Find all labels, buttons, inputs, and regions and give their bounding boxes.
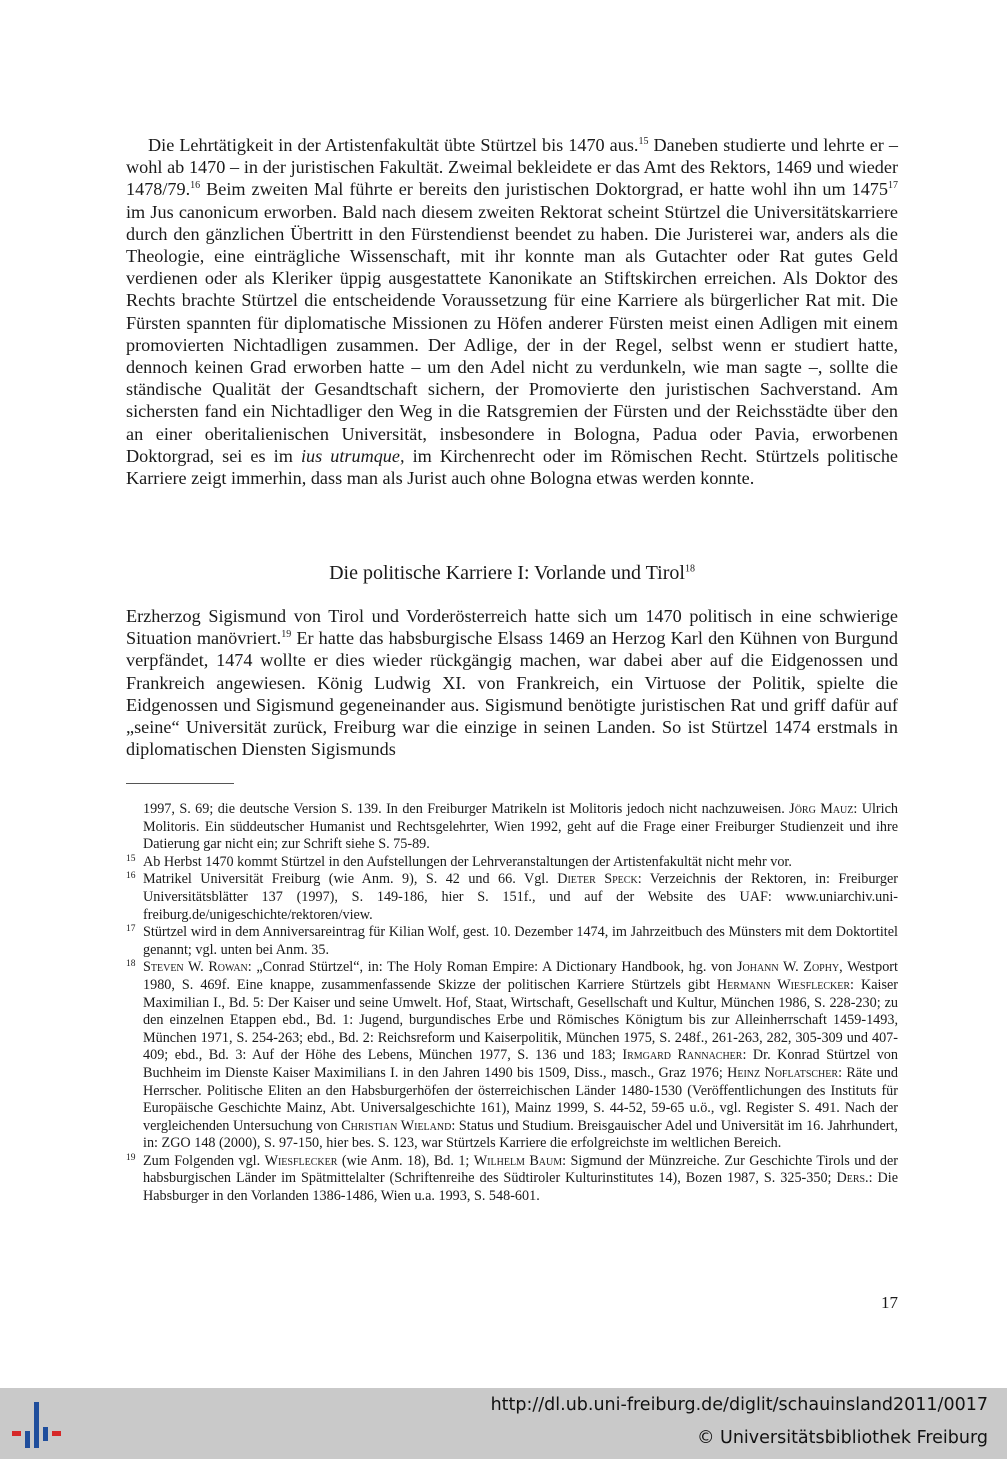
body-paragraph-2 <box>126 605 898 760</box>
italic-term: ius utrumque, <box>300 445 405 466</box>
footnote-text: (wie Anm. 18), Bd. 1; <box>337 1152 474 1169</box>
footnote-number: 15 <box>126 853 136 864</box>
section-heading-text: Die politische Karriere I: Vorlande und Tirol <box>329 562 685 584</box>
paragraph-text: Die Lehrtätigkeit in der Artistenfakultät übte Stürtzel bis 1470 aus. <box>148 135 639 155</box>
footnote-number: 19 <box>126 1152 136 1163</box>
footnote-ref-15[interactable]: 15 <box>638 135 649 147</box>
author-name: Johann W. Zophy <box>736 959 840 976</box>
footnote-15 <box>126 854 898 872</box>
author-name: Wiesflecker <box>264 1152 338 1169</box>
paragraph-text: im Jus canonicum erworben. Bald nach diesem zweiten Rektorat scheint Stürtzel die Universitätskarriere durch den gänzlichen Übertritt in den Fürstendienst beendet zu haben. Die Juristerei war, anders als die Theologie, eine einträgliche Wissenschaft, mit ihr konnte man als Gutachter oder Rat gutes Geld verdienen oder als Kleriker üppig ausgestattete Kanonikate an Stiftskirchen erreichen. Als Doktor des Rechts brachte Stürtzel die entscheidende Voraussetzung für eine Karriere als bürgerlicher Rat mit. Die Fürsten spannten für diplomatische Missionen zu Höfen anderer Fürsten meist einen Adligen mit einem promovierten Nichtadligen zusammen. Der Adlige, der in der Regel, selbst wenn er studiert hatte, dennoch keinen Grad erworben hatte – um den Adel nicht zu verdunkeln, wie man sagte –, sollte die ständische Qualität der Gesandtschaft sichern, der Promovierte den juristischen Sachverstand. Am sichersten fand ein Nichtadliger den Weg in die Ratsgremien der Fürsten und der Reichsstädte über den an einer oberitalienischen Universität, insbesondere in Bologna, Padua oder Pavia, erworbenen Doktorgrad, sei es im <box>126 201 898 466</box>
footnote-text: : Sigmund der Münzreiche. Zur Geschichte Tirols und der habsburgischen Länder im Spätmittelalter (Schriftenreihe des Südtiroler Kulturinstitutes 14), Bozen 1987, S. 325-350; <box>143 1152 898 1187</box>
footnote-text: : Dr. Konrad Stürtzel von Buchheim im Dienste Kaiser Maximilians I. in den Jahren 1490 bis 1509, Diss., masch., Graz 1976; <box>143 1047 898 1081</box>
ub-freiburg-logo-icon[interactable] <box>12 1398 68 1452</box>
footnote-ref-17[interactable]: 17 <box>888 180 898 192</box>
footnote-text: : Ulrich Molitoris. Ein süddeutscher Humanist und Rechtsgelehrter, Wien 1992, geht auf die Frage einer Freiburger Studienzeit und ihre Datierung gar nicht ein; zur Schrift siehe S. 75-89. <box>143 801 898 853</box>
footnote-17 <box>126 924 898 959</box>
footnote-ref-19[interactable]: 19 <box>281 629 292 641</box>
footnote-text: : Status und Studium. Breisgauischer Adel und Universität im 16. Jahrhundert, in: ZGO 148 (2000), S. 97-150, hier bes. S. 123, war Stürtzels Karriere die erfolgreichste im weltlichen Bereich. <box>143 1117 898 1152</box>
paragraph-text: Erzherzog Sigismund von Tirol und Vorderösterreich hatte sich um 1470 politisch in eine schwierige Situation manövriert. <box>126 606 898 649</box>
source-url-link[interactable]: http://dl.ub.uni-freiburg.de/diglit/schauinsland2011/0017 <box>490 1395 988 1415</box>
paragraph-text: Er hatte das habsburgische Elsass 1469 an Herzog Karl den Kühnen von Burgund verpfändet, 1474 wollte er dies wieder rückgängig machen, war dabei aber auf die Eidgenossen und Frankreich angewiesen. König Ludwig XI. von Frankreich, ein Virtuose der Politik, spielte die Eidgenossen und Sigismund gegeneinander aus. Sigismund benötigte juristischen Rat und griff dafür auf „seine“ Universität zurück, Freiburg war die einzige in seinen Landen. So ist Stürtzel 1474 erstmals in diplomatischen Diensten Sigismunds <box>126 628 898 760</box>
footnote-text: : „Conrad Stürtzel“, in: The Holy Roman Empire: A Dictionary Handbook, hg. von <box>247 959 737 976</box>
footnote-number: 18 <box>126 959 136 970</box>
footnote-19 <box>126 1153 898 1206</box>
author-name: Dieter Speck <box>557 871 638 888</box>
author-name: Wilhelm Baum <box>473 1152 563 1169</box>
author-name: Hermann Wiesflecker <box>716 976 851 993</box>
footnote-number: 17 <box>126 924 136 935</box>
page-number: 17 <box>881 1293 898 1312</box>
section-heading <box>126 560 898 586</box>
footnote-separator <box>126 783 234 784</box>
paragraph-text: Beim zweiten Mal führte er bereits den juristischen Doktorgrad, er hatte wohl ihn um 1475 <box>200 179 888 200</box>
author-name: Steven W. Rowan <box>143 959 248 976</box>
author-name: Christian Wieland <box>341 1117 452 1134</box>
footnote-text: : Räte und Herrscher. Politische Eliten an den Habsburgerhöfen der österreichischen Länder 1480-1530 (Veröffentlichungen des Instituts für Europäische Geschichte Mainz, Abt. Universalgeschichte 161), Mainz 1999, S. 44-52, 59-65 u.ö., vgl. Register S. 491. Nach der vergleichenden Untersuchung von <box>143 1064 898 1134</box>
author-name: Heinz Noflatscher <box>727 1064 839 1081</box>
footnote-text: : Die Habsburger in den Vorlanden 1386-1486, Wien u.a. 1993, S. 548-601. <box>143 1170 898 1205</box>
author-name: Irmgard Rannacher <box>622 1047 743 1064</box>
author-name: Ders. <box>836 1170 869 1187</box>
footnote-18 <box>126 959 898 1153</box>
footnote-number: 16 <box>126 871 136 882</box>
footnote-text: Stürtzel wird in dem Anniversareintrag für Kilian Wolf, gest. 10. Dezember 1474, im Jahrzeitbuch des Münsters mit dem Doktortitel genannt; vgl. unten bei Anm. 35. <box>143 924 898 958</box>
body-paragraph-1 <box>126 134 898 489</box>
footnote-text: : Verzeichnis der Rektoren, in: Freiburger Universitätsblätter 137 (1997), S. 149-186, hier S. 151f., und auf der Website des UAF: www.uniarchiv.uni-freiburg.de/unigeschichte/rektoren/view. <box>143 871 898 923</box>
footnote-text: Ab Herbst 1470 kommt Stürtzel in den Aufstellungen der Lehrveranstaltungen der Artistenfakultät nicht mehr vor. <box>143 853 792 870</box>
author-name: Jörg Mauz <box>789 801 854 817</box>
footnote-text: : Kaiser Maximilian I., Bd. 5: Der Kaiser und seine Umwelt. Hof, Staat, Wirtschaft, Gesellschaft und Kultur, München 1986, S. 228-230; zu den einzelnen Etappen ebd., Bd. 1: Jugend, burgundisches Erbe und Römisches Königtum bis zur Alleinherrschaft 1459-1493, München 1971, S. 254-263; ebd., Bd. 2: Reichsreform und Kaiserpolitik, München 1975, S. 248f., 261-263, 282, 305-309 und 407-409; ebd., Bd. 3: Auf der Höhe des Lebens, München 1977, S. 136 und 183; <box>143 976 898 1064</box>
footnote-16 <box>126 871 898 924</box>
footnote-ref-16[interactable]: 16 <box>190 180 201 192</box>
footnote-ref-18[interactable]: 18 <box>684 563 695 575</box>
paragraph-text: im Kirchenrecht oder im Römischen Recht. Stürtzels politische Karriere zeigt immerhin, dass man als Jurist auch ohne Bologna etwas werden konnte. <box>126 445 899 489</box>
paragraph-text: Daneben studierte und lehrte er – wohl ab 1470 – in der juristischen Fakultät. Zweimal bekleidete er das Amt des Rektors, 1469 und wieder 1478/79. <box>126 135 898 200</box>
footnote-text: 1997, S. 69; die deutsche Version S. 139. In den Freiburger Matrikeln ist Molitoris jedoch nicht nachzuweisen. <box>143 801 790 817</box>
footnote-continuation <box>126 801 898 854</box>
footnote-text: Zum Folgenden vgl. <box>143 1152 265 1169</box>
footnote-text: , Westport 1980, S. 469f. Eine knappe, zusammenfassende Skizze der politischen Karriere Stürtzels gibt <box>143 959 898 993</box>
footnote-text: Matrikel Universität Freiburg (wie Anm. 9), S. 42 und 66. Vgl. <box>143 871 558 888</box>
copyright-notice: © Universitätsbibliothek Freiburg <box>696 1428 988 1448</box>
footnotes <box>126 801 898 1206</box>
